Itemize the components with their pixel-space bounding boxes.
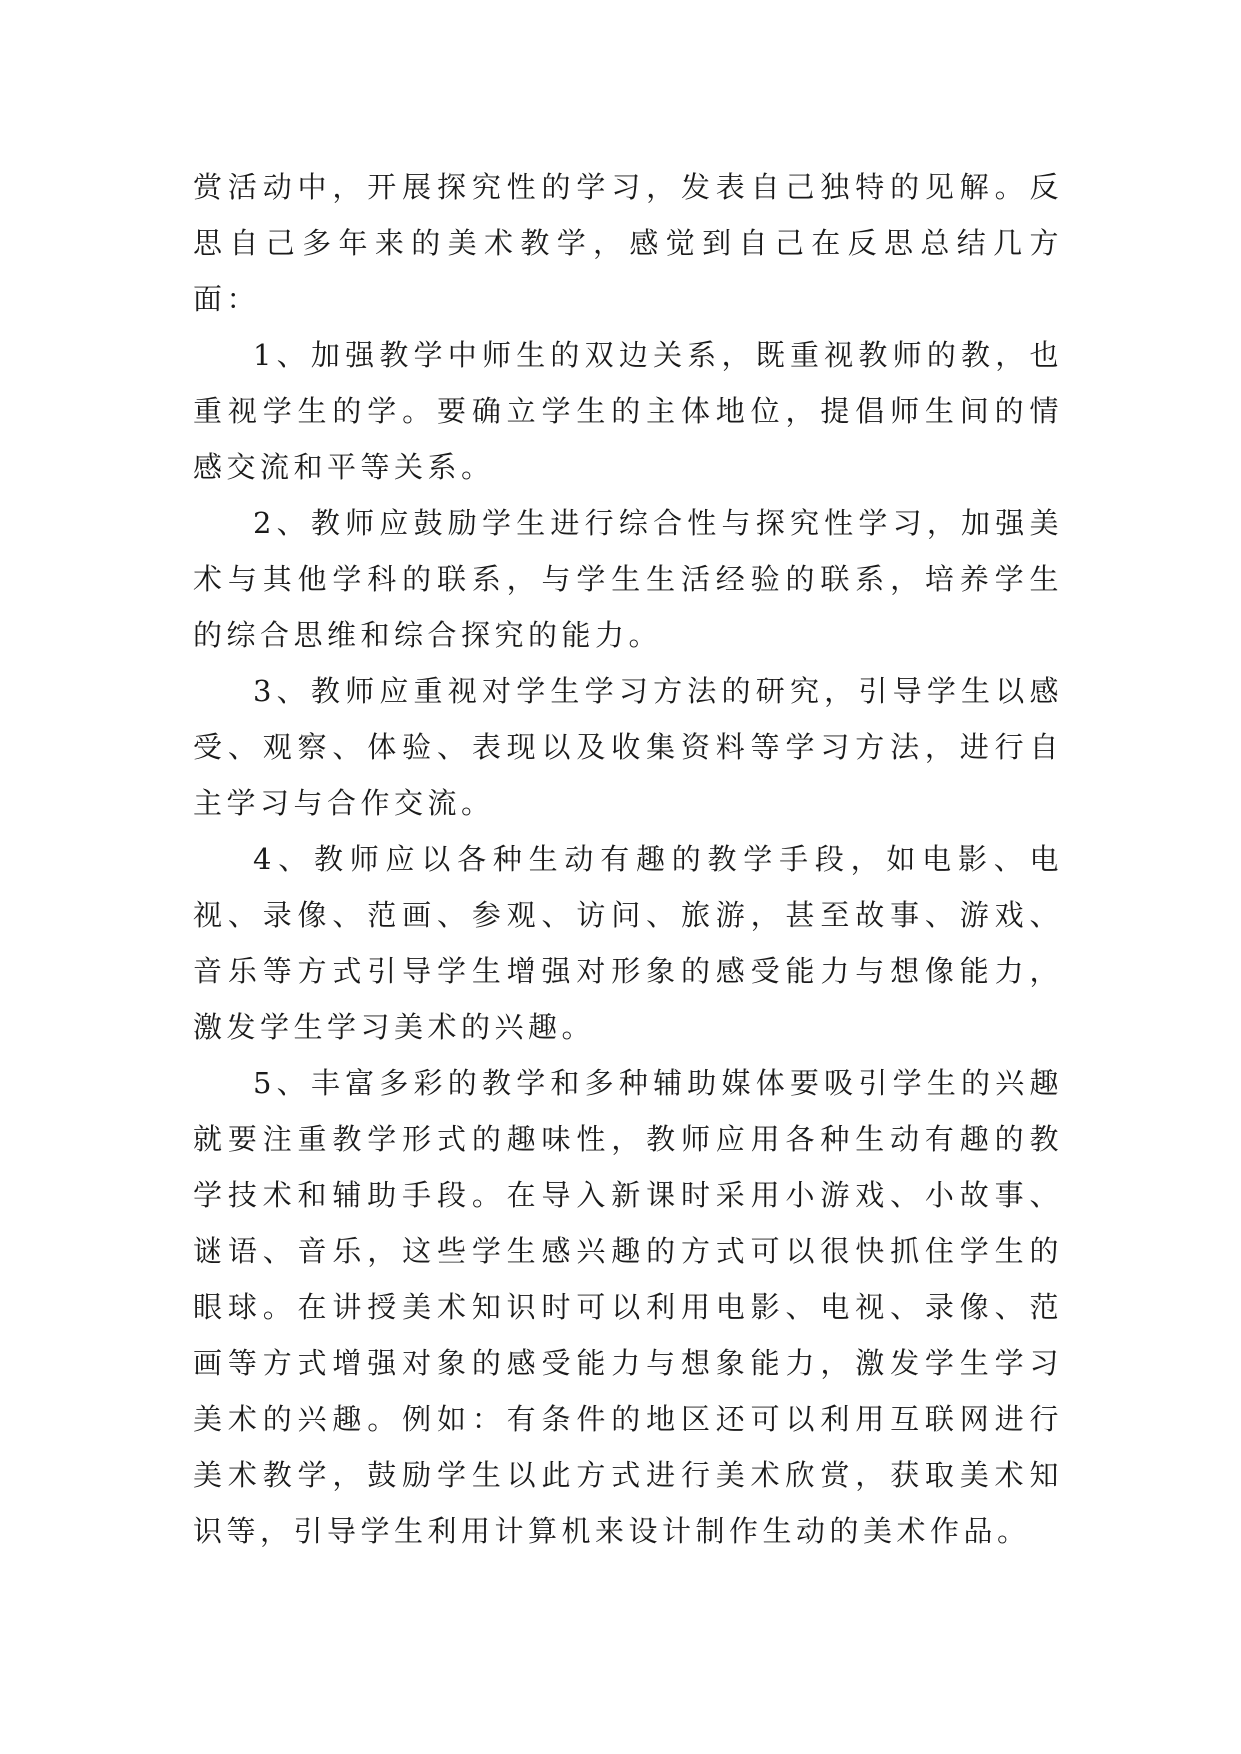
paragraph-item-2: 2、教师应鼓励学生进行综合性与探究性学习，加强美术与其他学科的联系，与学生生活经验的联系，培养学生的综合思维和综合探究的能力。 xyxy=(193,506,1063,652)
paragraph-continuation: 赏活动中，开展探究性的学习，发表自己独特的见解。反思自己多年来的美术教学，感觉到自己在反思总结几方面： xyxy=(193,170,1063,316)
paragraph-item-1: 1、加强教学中师生的双边关系，既重视教师的教，也重视学生的学。要确立学生的主体地位，提倡师生间的情感交流和平等关系。 xyxy=(193,338,1063,484)
paragraph-item-5: 5、丰富多彩的教学和多种辅助媒体要吸引学生的兴趣就要注重教学形式的趣味性，教师应用各种生动有趣的教学技术和辅助手段。在导入新课时采用小游戏、小故事、谜语、音乐，这些学生感兴趣的方式可以很快抓住学生的眼球。在讲授美术知识时可以利用电影、电视、录像、范画等方式增强对象的感受能力与想象能力，激发学生学习美术的兴趣。例如：有条件的地区还可以利用互联网进行美术教学，鼓励学生以此方式进行美术欣赏，获取美术知识等，引导学生利用计算机来设计制作生动的美术作品。 xyxy=(193,1066,1063,1548)
document-body xyxy=(193,159,1063,1559)
paragraph-item-3: 3、教师应重视对学生学习方法的研究，引导学生以感受、观察、体验、表现以及收集资料等学习方法，进行自主学习与合作交流。 xyxy=(193,674,1063,820)
paragraph-item-4: 4、教师应以各种生动有趣的教学手段，如电影、电视、录像、范画、参观、访问、旅游，甚至故事、游戏、音乐等方式引导学生增强对形象的感受能力与想像能力，激发学生学习美术的兴趣。 xyxy=(193,842,1063,1044)
